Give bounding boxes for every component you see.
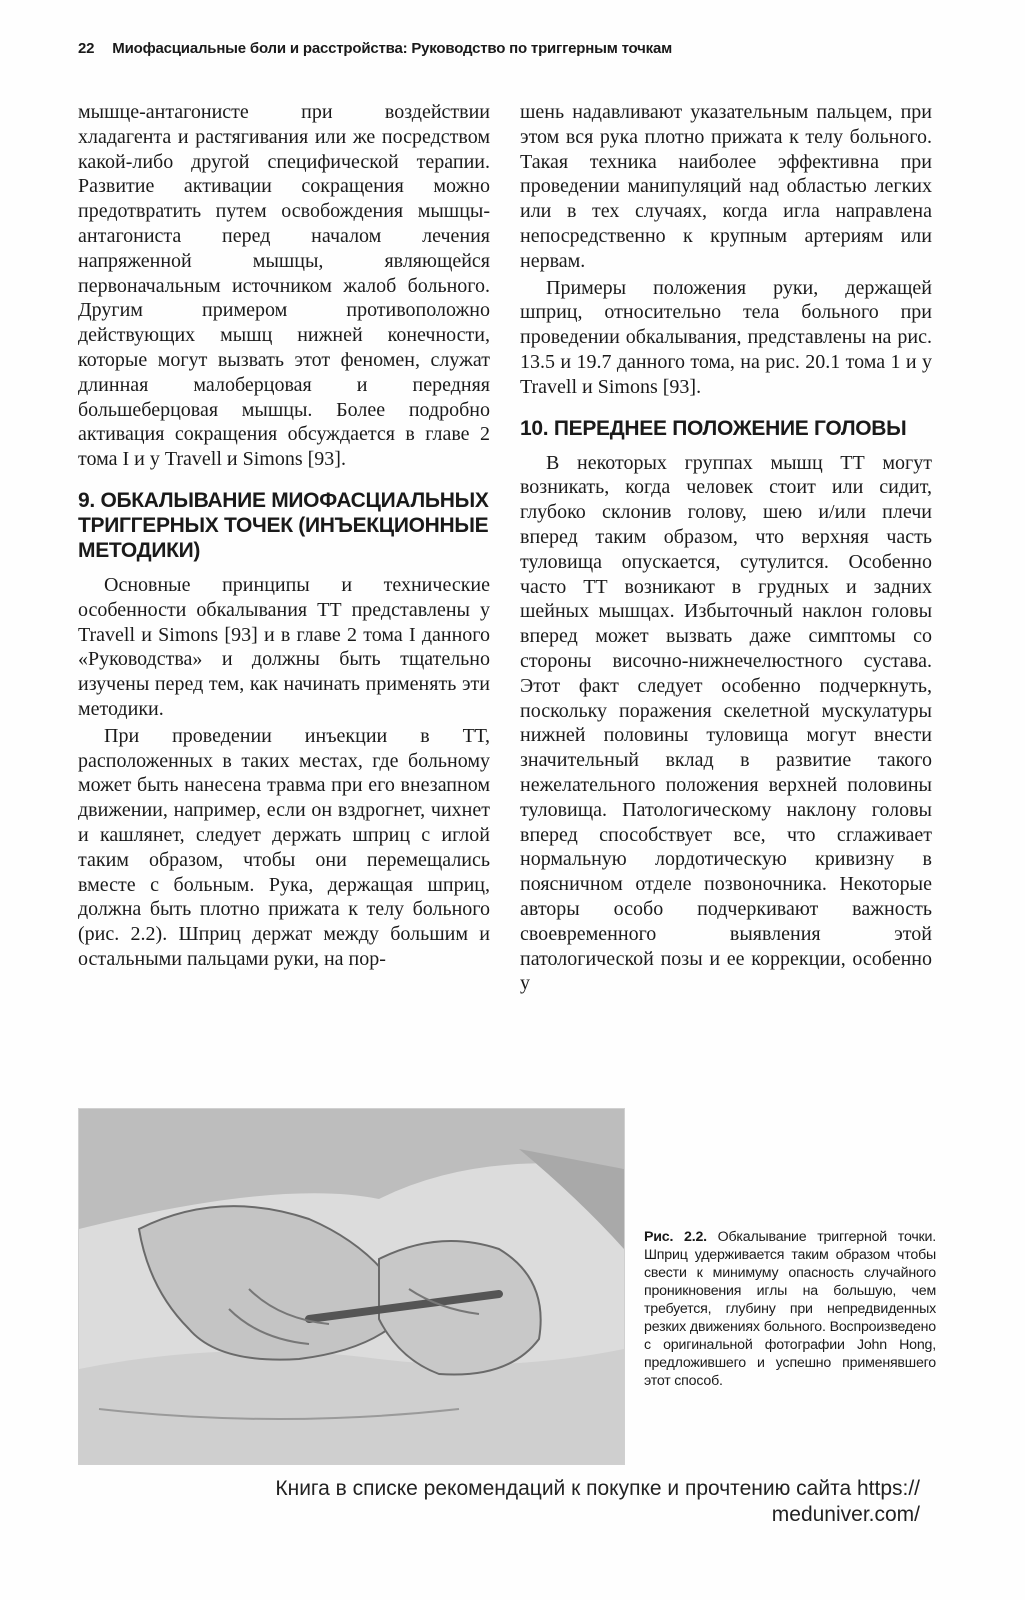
- running-header: [78, 40, 958, 57]
- left-para-continued: мышце-антагонисте при воздействии хладагента и растягивания или же посредством какой-либо другой специфической терапии. Развитие активации сокращения можно предотвратить путем освобождения мышцы-антагониста перед началом лечения напряженной мышцы, являющейся первоначальным источником жалоб больного. Другим примером противоположно действующих мышц нижней конечности, которые могут вызвать этот феномен, служат длинная малоберцовая и передняя большеберцовая мышцы. Более подробно активация сокращения обсуждается в главе 2 тома I и у Travell и Simons [93].: [78, 101, 490, 471]
- caption-text: Обкалывание триггерной точки. Шприц удерживается таким образом чтобы свести к минимуму опасность случайного проникновения иглы на большую, чем требуется, глубину при непредвиденных резких движениях больного. Воспроизведено с оригинальной фотографии John Hong, предложившего и успешно применявшего этот способ.: [644, 1229, 936, 1389]
- figure-2-2: [78, 1100, 938, 1470]
- caption-label: Рис. 2.2.: [644, 1229, 707, 1245]
- section-9-paragraph-1: Основные принципы и технические особенности обкалывания ТТ представлены у Travell и Simons [93] и в главе 2 тома I данного «Руководства» и должны быть тщательно изучены перед тем, как начинать применять эти методики.: [78, 573, 490, 720]
- section-9-paragraph-2: При проведении инъекции в ТТ, расположенных в таких местах, где больному может быть нанесена травма при его внезапном движении, например, если он вздрогнет, чихнет и кашлянет, следует держать шприц с иглой таким образом, чтобы они перемещались вместе с больным. Рука, держащая шприц, должна быть плотно прижата к телу больного (рис. 2.2). Шприц держат между большим и остальными пальцами руки, на пор-: [78, 724, 490, 970]
- illustration-drawing: [79, 1109, 624, 1464]
- right-column: [520, 100, 932, 996]
- right-paragraph-2: Примеры положения руки, держащей шприц, относительно тела больного при проведении обкалывания, представлены на рис. 13.5 и 19.7 данного тома, на рис. 20.1 тома 1 и у Travell и Simons [93].: [520, 276, 932, 398]
- hands-injection-illustration: [78, 1108, 625, 1465]
- running-title: Миофасциальные боли и расстройства: Руководство по триггерным точкам: [112, 40, 672, 57]
- page-number: 22: [78, 40, 95, 57]
- right-para-continued: шень надавливают указательным пальцем, при этом вся рука плотно прижата к телу больного. Такая техника наиболее эффективна при проведении манипуляций над областью легких или в тех случаях, когда игла направлена непосредственно к крупным артериям или нервам.: [520, 101, 932, 272]
- figure-caption: [644, 1228, 936, 1390]
- section-10-paragraph-1: В некоторых группах мышц ТТ могут возникать, когда человек стоит или сидит, глубоко склонив голову, шею и/или плечи вперед таким образом, что верхняя часть туловища опускается, сутулится. Особенно часто ТТ возникают в грудных и задних шейных мышцах. Избыточный наклон головы вперед может вызвать даже симптомы со стороны височно-нижнечелюстного сустава. Этот факт следует особенно подчеркнуть, поскольку поражения скелетной мускулатуры нижней половины туловища могут внести значительный вклад в развитие такого нежелательного положения верхней половины туловища. Патологическому наклону головы вперед способствует все, что сглаживает нормальную лордотическую кривизну в поясничном отделе позвоночника. Некоторые авторы особо подчеркивают важность своевременного выявления этой патологической позы и ее коррекции, особенно у: [520, 451, 932, 995]
- section-9-heading: 9. ОБКАЛЫВАНИЕ МИОФАСЦИАЛЬНЫХ ТРИГГЕРНЫХ ТОЧЕК (ИНЪЕКЦИОННЫЕ МЕТОДИКИ): [78, 488, 489, 562]
- section-10-heading: 10. ПЕРЕДНЕЕ ПОЛОЖЕНИЕ ГОЛОВЫ: [520, 416, 907, 440]
- left-column: [78, 100, 490, 972]
- site-notice: Книга в списке рекомендаций к покупке и прочтению сайта https:// meduniver.com/: [275, 1477, 920, 1526]
